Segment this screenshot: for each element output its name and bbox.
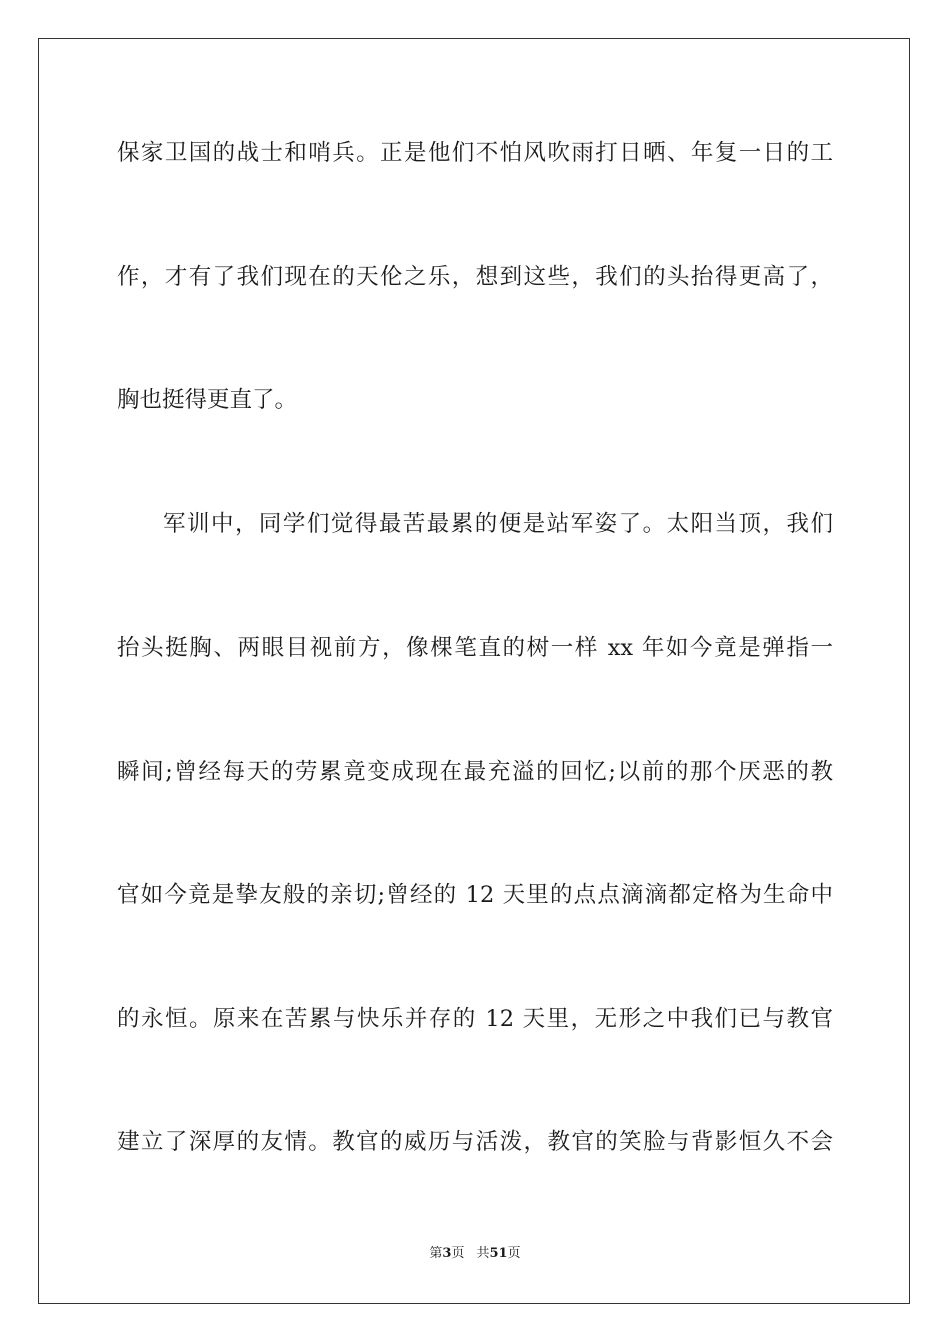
total-prefix: 共 — [476, 1246, 490, 1261]
text-line: 胸也挺得更直了。 — [117, 387, 298, 413]
text-line: 瞬间;曾经每天的劳累竟变成现在最充溢的回忆;以前的那个厌恶的教 — [117, 759, 833, 785]
total-pages: 51 — [489, 1246, 508, 1261]
text-line: 作，才有了我们现在的天伦之乐，想到这些，我们的头抬得更高了， — [117, 264, 833, 290]
text-line: 建立了深厚的友情。教官的威历与活泼，教官的笑脸与背影恒久不会 — [117, 1129, 833, 1155]
text-line: 的永恒。原来在苦累与快乐并存的 12 天里，无形之中我们已与教官 — [117, 1006, 833, 1032]
total-suffix: 页 — [507, 1246, 521, 1261]
page-footer — [0, 1244, 950, 1264]
page-prefix: 第 — [429, 1246, 443, 1261]
text-line: 抬头挺胸、两眼目视前方，像棵笔直的树一样 xx 年如今竟是弹指一 — [117, 635, 833, 661]
paragraph-first-line: 军训中，同学们觉得最苦最累的便是站军姿了。太阳当顶，我们 — [163, 511, 833, 537]
page-suffix: 页 — [451, 1246, 465, 1261]
page-number: 3 — [442, 1246, 452, 1261]
text-line: 保家卫国的战士和哨兵。正是他们不怕风吹雨打日晒、年复一日的工 — [117, 140, 833, 166]
page-border — [38, 38, 910, 1304]
text-line: 官如今竟是挚友般的亲切;曾经的 12 天里的点点滴滴都定格为生命中 — [117, 882, 833, 908]
